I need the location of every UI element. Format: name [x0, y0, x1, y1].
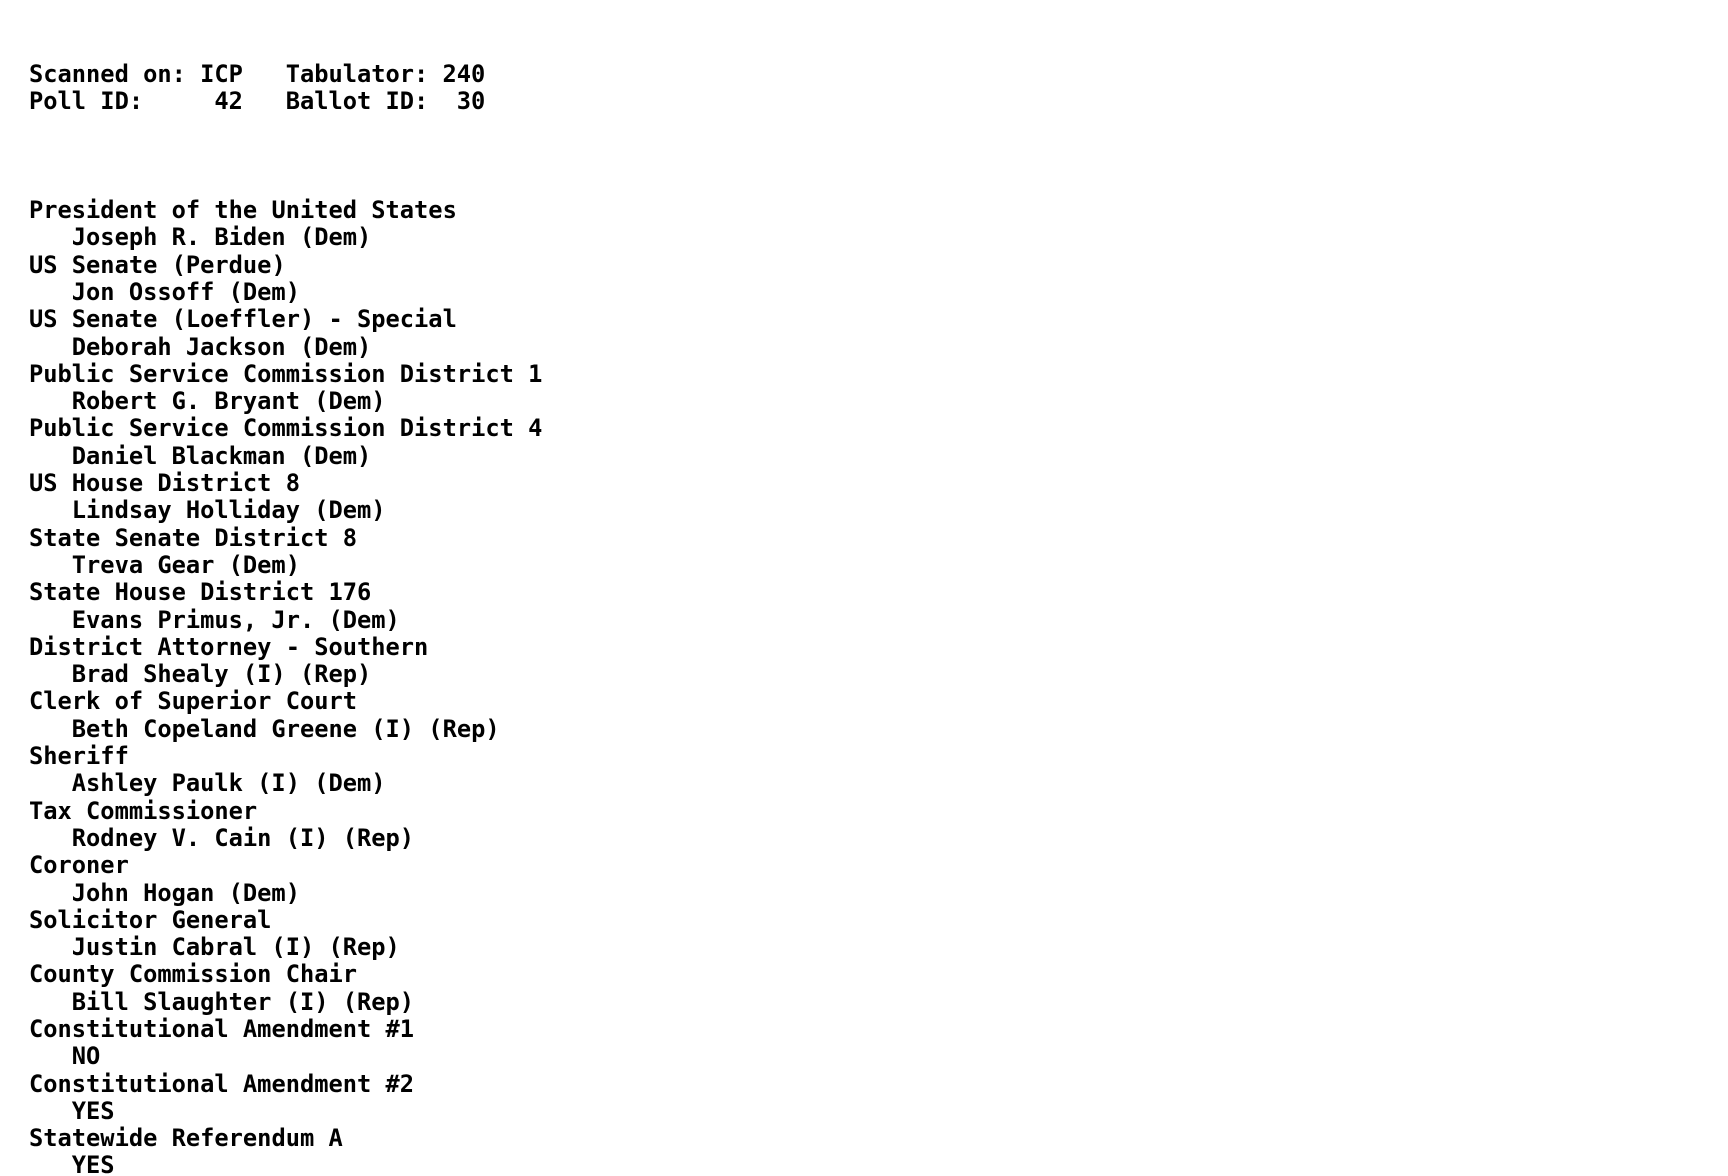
header-left-value: 42: [214, 86, 243, 115]
header-right-value: 240: [442, 59, 486, 88]
header-right-value: 30: [456, 86, 486, 115]
contest-office: US Senate (Perdue): [29, 250, 286, 279]
contest-office: Tax Commissioner: [29, 796, 258, 825]
contest-row: [29, 961, 1728, 1016]
contest-office: Sheriff: [29, 742, 129, 771]
contest-office: Solicitor General: [29, 905, 272, 934]
contest-selection: Daniel Blackman (Dem): [71, 441, 372, 470]
contest-office: President of the United States: [29, 196, 457, 225]
contest-office: US House District 8: [29, 469, 300, 498]
header-left-label: Scanned on:: [29, 59, 186, 88]
contest-row: [29, 361, 1728, 416]
contest-office: County Commission Chair: [29, 960, 358, 989]
contest-selection: Jon Ossoff (Dem): [71, 277, 300, 306]
header-row: [29, 88, 1728, 115]
contest-selection: Robert G. Bryant (Dem): [71, 387, 386, 416]
contest-office: Coroner: [29, 851, 129, 880]
contest-row: [29, 634, 1728, 689]
scan-header: [29, 61, 1728, 116]
contest-row: [29, 798, 1728, 853]
contest-selection: Joseph R. Biden (Dem): [71, 223, 372, 252]
contest-row: [29, 852, 1728, 907]
contest-row: [29, 1125, 1728, 1176]
contest-office: State Senate District 8: [29, 523, 358, 552]
contest-selection: Treva Gear (Dem): [71, 550, 300, 579]
contest-row: [29, 688, 1728, 743]
contest-selection: NO: [71, 1042, 101, 1071]
contest-row: [29, 470, 1728, 525]
contest-selection: Ashley Paulk (I) (Dem): [71, 769, 386, 798]
contest-selection: Deborah Jackson (Dem): [71, 332, 372, 361]
contest-office: State House District 176: [29, 578, 372, 607]
contest-office: Constitutional Amendment #1: [29, 1014, 415, 1043]
contest-office: Statewide Referendum A: [29, 1124, 343, 1153]
contest-row: [29, 1016, 1728, 1071]
contest-row: [29, 579, 1728, 634]
contest-selection: Bill Slaughter (I) (Rep): [71, 987, 415, 1016]
contest-row: [29, 525, 1728, 580]
contest-selection: Evans Primus, Jr. (Dem): [71, 605, 400, 634]
contest-row: [29, 252, 1728, 307]
contest-office: Public Service Commission District 1: [29, 359, 543, 388]
header-left-value: ICP: [200, 59, 243, 88]
contest-row: [29, 907, 1728, 962]
contest-row: [29, 306, 1728, 361]
contest-row: [29, 1071, 1728, 1126]
contest-row: [29, 197, 1728, 252]
header-row: [29, 61, 1728, 88]
contest-office: Clerk of Superior Court: [29, 687, 358, 716]
contest-office: US Senate (Loeffler) - Special: [29, 305, 457, 334]
contest-selection: Rodney V. Cain (I) (Rep): [71, 823, 415, 852]
contest-row: [29, 415, 1728, 470]
header-left-label: Poll ID:: [29, 86, 144, 115]
contest-office: District Attorney - Southern: [29, 632, 429, 661]
contest-selection: Brad Shealy (I) (Rep): [71, 660, 372, 689]
contest-selection: Lindsay Holliday (Dem): [71, 496, 386, 525]
contest-selection: Justin Cabral (I) (Rep): [71, 933, 400, 962]
contest-selection: Beth Copeland Greene (I) (Rep): [71, 714, 500, 743]
contest-office: Constitutional Amendment #2: [29, 1069, 415, 1098]
header-right-label: Tabulator:: [285, 59, 429, 88]
contest-selection: YES: [71, 1096, 115, 1125]
contest-selection: John Hogan (Dem): [71, 878, 300, 907]
contest-list: [29, 197, 1728, 1176]
contest-row: [29, 743, 1728, 798]
contest-office: Public Service Commission District 4: [29, 414, 543, 443]
header-right-label: Ballot ID:: [285, 86, 429, 115]
contest-selection: YES: [71, 1151, 115, 1176]
